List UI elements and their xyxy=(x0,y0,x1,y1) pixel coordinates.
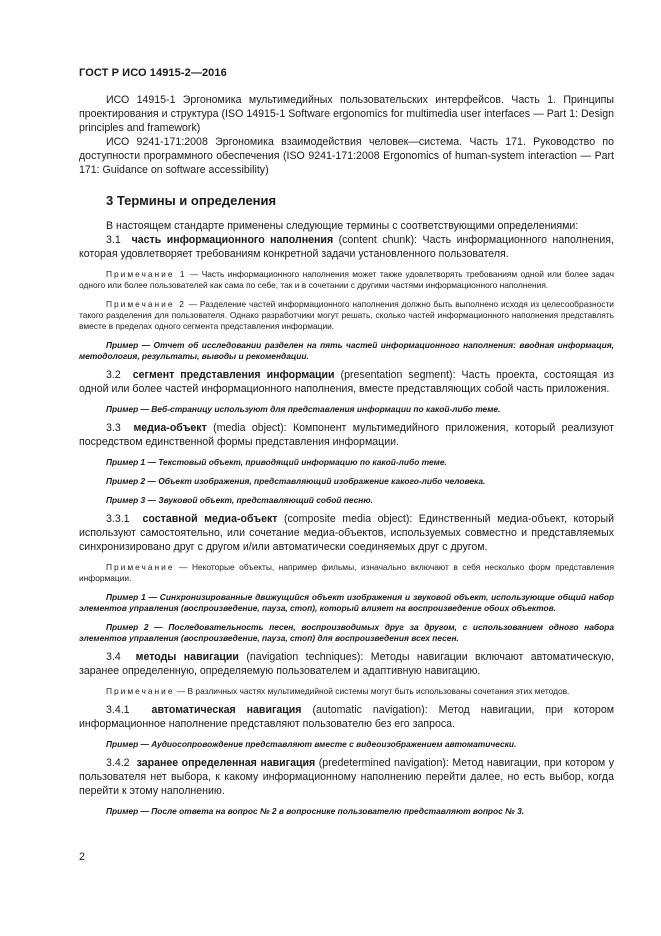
term-number: 3.1 xyxy=(106,234,121,246)
example-3-1: Пример — Отчет об исследовании разделен на пять частей информационного наполнения: вводная информация, методология, результаты, выводы и рекомендации. xyxy=(79,340,614,361)
page-number: 2 xyxy=(79,851,85,863)
term-3-1 xyxy=(79,233,614,261)
term-name: автоматическая навигация xyxy=(151,704,302,716)
term-name: сегмент представления информации xyxy=(132,369,335,381)
term-definition: (automatic navigation): Метод навигации, при котором информационное наполнение представляют пользователю без его запроса. xyxy=(79,704,614,730)
example-3-4-1: Пример — Аудиосопровождение представляют вместе с видеоизображением автоматически. xyxy=(106,739,517,749)
note-3-1-1 xyxy=(79,269,614,291)
note-text: — Часть информационного наполнения может также удовлетворять требованиям одной или более задач одного или более пользователей как сама по себе, так и в сочетании с другими частями информационного наполнения. xyxy=(79,269,614,290)
example-3-3-1: Пример 1 — Текстовый объект, приводящий информацию по какой-либо теме. xyxy=(106,457,447,467)
note-label: Примечание 1 xyxy=(106,269,187,279)
note-text: — Некоторые объекты, например фильмы, изначально включают в себя несколько форм представления информации. xyxy=(79,562,614,583)
section-intro: В настоящем стандарте применены следующие термины с соответствующими определениями: xyxy=(106,220,579,232)
term-number: 3.4 xyxy=(106,651,121,663)
example-3-3-3: Пример 3 — Звуковой объект, представляющий собой песню. xyxy=(106,495,373,505)
term-3-4-2 xyxy=(79,756,614,798)
term-3-3 xyxy=(79,421,614,449)
note-3-1-2 xyxy=(79,299,614,332)
section-title: 3 Термины и определения xyxy=(106,193,277,208)
term-definition: (predetermined navigation): Метод навигации, при котором у пользователя нет выбора, к какому информационному наполнению перейти далее, но есть выбор, когда перейти к этому наполнению. xyxy=(79,757,614,797)
term-3-4 xyxy=(79,650,614,678)
term-definition: (composite media object): Единственный медиа-объект, который используют самостоятельно, или сочетание медиа-объектов, используемых совместно и представляемых синхронизировано друг с другом и/или автоматически соединяемых друг с другом. xyxy=(79,513,614,553)
term-3-4-1 xyxy=(79,703,614,731)
note-text: — В различных частях мультимедийной системы могут быть использованы сочетания этих методов. xyxy=(174,686,570,696)
term-3-2 xyxy=(79,368,614,396)
reference-iso-14915-1: ИСО 14915-1 Эргономика мультимедийных пользовательских интерфейсов. Часть 1. Принципы проектирования и структура (ISO 14915-1 Software ergonomics for multimedia user interfaces — Part 1: Design principles and framework) xyxy=(79,94,614,134)
example-3-3-2: Пример 2 — Объект изображения, представляющий изображение какого-либо человека. xyxy=(106,476,486,486)
note-label: Примечание xyxy=(106,562,175,572)
term-number: 3.3.1 xyxy=(106,513,130,525)
term-number: 3.4.1 xyxy=(106,704,130,716)
term-name: заранее определенная навигация xyxy=(136,757,316,769)
term-definition: (presentation segment): Часть проекта, состоящая из одной или более частей информационного наполнения, вместе представляющих собой часть приложения. xyxy=(79,369,614,395)
note-label: Примечание xyxy=(106,686,175,696)
term-definition: (content chunk): Часть информационного наполнения, которая удовлетворяет требованиям конкретной задачи установленного пользователя. xyxy=(79,234,614,260)
term-name: составной медиа-объект xyxy=(142,513,278,525)
reference-iso-9241-171: ИСО 9241-171:2008 Эргономика взаимодействия человек—система. Часть 171. Руководство по доступности программного обеспечения (ISO 9241-171:2008 Ergonomics of human-system interaction — Part 171: Guidance on software accessibility) xyxy=(79,136,614,176)
term-3-3-1 xyxy=(79,512,614,554)
term-number: 3.3 xyxy=(106,422,121,434)
example-3-2: Пример — Веб-страницу используют для представления информации по какой-либо теме. xyxy=(106,404,501,414)
page-content xyxy=(79,93,614,817)
term-number: 3.4.2 xyxy=(106,757,130,769)
term-definition: (navigation techniques): Методы навигации включают автоматическую, заранее определенную, определяемую пользователем и адаптивную навигацию. xyxy=(79,651,615,677)
term-definition: (media object): Компонент мультимедийного приложения, который реализуют посредством единственной формы представления информации. xyxy=(79,422,614,448)
note-3-4 xyxy=(79,686,614,697)
example-3-4-2: Пример — После ответа на вопрос № 2 в вопроснике пользователю представляют вопрос № 3. xyxy=(106,806,525,816)
term-name: медиа-объект xyxy=(133,422,207,434)
note-label: Примечание 2 xyxy=(106,299,186,309)
note-3-3-1 xyxy=(79,562,614,584)
document-header: ГОСТ Р ИСО 14915-2—2016 xyxy=(79,67,227,79)
note-text: — Разделение частей информационного наполнения должно быть выполнено исходя из целесообразности такого разделения для пользователя. Однако разработчики могут решать, сколько частей информационного наполнения представлять вместе в пределах одного сегмента представления информации. xyxy=(79,299,614,331)
example-3-3-1-1: Пример 1 — Синхронизированные движущийся объект изображения и звуковой объект, использующие общий набор элементов управления (воспроизведение, пауза, стоп), который влияет на воспроизведение обоих объектов. xyxy=(79,592,614,613)
term-number: 3.2 xyxy=(106,369,121,381)
term-name: методы навигации xyxy=(135,651,239,663)
term-name: часть информационного наполнения xyxy=(131,234,334,246)
example-3-3-1-2: Пример 2 — Последовательность песен, воспроизводимых друг за другом, с использованием одного набора элементов управления (воспроизведение, пауза, стоп) для воспроизведения всех песен. xyxy=(79,622,614,643)
